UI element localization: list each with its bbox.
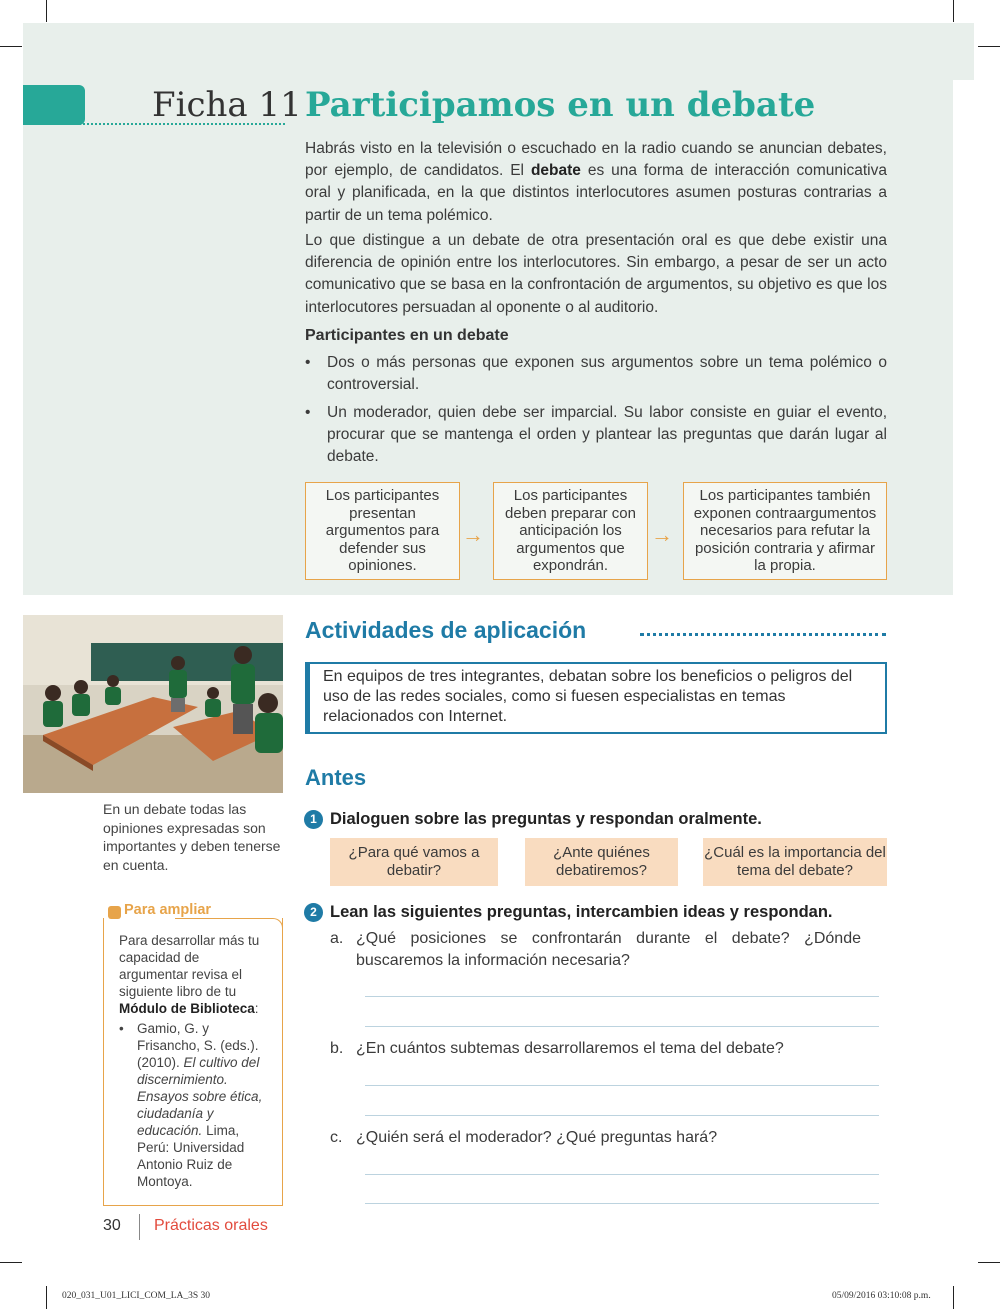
question-2-heading: Lean las siguientes preguntas, intercambien ideas y respondan. <box>330 903 833 921</box>
question-number-badge: 2 <box>304 903 323 922</box>
answer-line[interactable] <box>365 1203 879 1204</box>
list-item: • Un moderador, quien debe ser imparcial. Su labor consiste en guiar el evento, procurar que se mantenga el orden y plantear las preguntas que darán lugar al debate. <box>305 404 887 466</box>
crop-mark <box>46 0 47 22</box>
question-item-a: a. ¿Qué posiciones se confrontarán durante el debate? ¿Dónde buscaremos la información necesaria? <box>330 930 861 969</box>
question-number-badge: 1 <box>304 810 323 829</box>
arrow-right-icon: → <box>462 522 484 547</box>
instruction-text: En equipos de tres integrantes, debatan sobre los beneficios o peligros del uso de las redes sociales, como si fuesen especialistas en temas relacionados con Internet. <box>323 668 853 725</box>
ficha-label: Ficha 11 <box>152 85 302 125</box>
intro-paragraph-2: Lo que distingue a un debate de otra presentación oral es que debe existir una diferencia de opinión entre los interlocutores. Sin embargo, a pesar de ser un acto comunicativo que se basa en la confrontación de argumentos, su objetivo es que los interlocutores persuadan al oponente o al auditorio. <box>305 232 887 316</box>
footer-divider <box>139 1214 140 1240</box>
para-ampliar-title: Para ampliar <box>124 902 212 918</box>
section-tab <box>23 85 85 125</box>
flow-box-1: Los participantes presentan argumentos para defender sus opiniones. <box>305 482 460 580</box>
bullet-icon: • <box>305 354 311 371</box>
list-item: • Dos o más personas que exponen sus argumentos sobre un tema polémico o controversial. <box>305 354 887 394</box>
question-box: ¿Ante quiénes debatiremos? <box>525 838 678 886</box>
bullet-icon: • <box>305 404 311 421</box>
page-number: 30 <box>103 1217 121 1234</box>
crop-mark <box>0 1262 22 1263</box>
crop-mark <box>953 0 954 22</box>
print-slug-file: 020_031_U01_LICI_COM_LA_3S 30 <box>62 1291 211 1301</box>
answer-line[interactable] <box>365 1174 879 1175</box>
para-ampliar-text: Para desarrollar más tu capacidad de argumentar revisa el siguiente libro de tu Módulo de Biblioteca: <box>119 933 260 1016</box>
panel-notch <box>953 80 975 595</box>
question-item-c: c. ¿Quién será el moderador? ¿Qué preguntas hará? <box>330 1129 718 1146</box>
answer-line[interactable] <box>365 996 879 997</box>
arrow-right-icon: → <box>651 522 673 547</box>
page-title: Participamos en un debate <box>305 85 816 125</box>
crop-mark <box>0 46 22 47</box>
crop-mark <box>46 1286 47 1309</box>
dotted-rule <box>640 633 886 636</box>
classroom-photo <box>23 615 283 793</box>
answer-line[interactable] <box>365 1085 879 1086</box>
intro-paragraph-1: Habrás visto en la televisión o escuchado en la radio cuando se anuncian debates, por ejemplo, de candidatos. El debate es una forma de interacción comunicativa oral y planificada, en la que distintos interlocutores asumen posturas contrarias a partir de un tema polémico. <box>305 140 887 224</box>
question-1-heading: Dialoguen sobre las preguntas y respondan oralmente. <box>330 810 762 828</box>
participants-heading: Participantes en un debate <box>305 327 509 344</box>
square-icon <box>108 906 121 919</box>
flow-box-2: Los participantes deben preparar con anticipación los argumentos que expondrán. <box>493 482 648 580</box>
answer-line[interactable] <box>365 1115 879 1116</box>
answer-line[interactable] <box>365 1026 879 1027</box>
question-box: ¿Para qué vamos a debatir? <box>330 838 498 886</box>
flow-box-3: Los participantes también exponen contraargumentos necesarios para refutar la posición contraria y afirmar la propia. <box>683 482 887 580</box>
crop-mark <box>953 1286 954 1309</box>
question-box: ¿Cuál es la importancia del tema del debate? <box>703 838 887 886</box>
photo-caption: En un debate todas las opiniones expresadas son importantes y deben tenerse en cuenta. <box>103 801 281 873</box>
section-name: Prácticas orales <box>154 1217 268 1234</box>
antes-heading: Antes <box>305 765 367 790</box>
print-slug-date: 05/09/2016 03:10:08 p.m. <box>832 1291 931 1301</box>
question-item-b: b. ¿En cuántos subtemas desarrollaremos el tema del debate? <box>330 1040 784 1057</box>
crop-mark <box>978 1262 1000 1263</box>
activities-title: Actividades de aplicación <box>305 617 587 643</box>
crop-mark <box>978 46 1000 47</box>
bullet-icon: • <box>119 1021 124 1036</box>
para-ampliar-corner <box>175 918 283 928</box>
